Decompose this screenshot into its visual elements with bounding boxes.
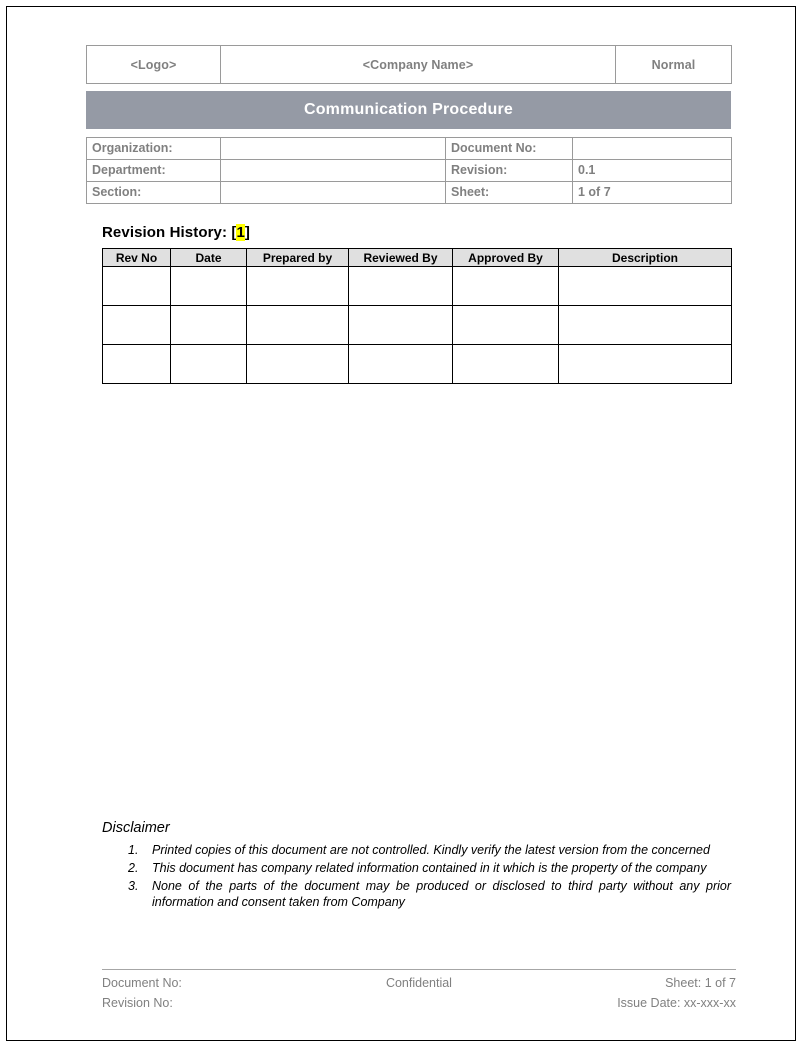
footer-revision-no: Revision No:: [102, 996, 173, 1010]
table-row: [103, 306, 732, 345]
disclaimer-list: [102, 842, 731, 911]
cell-date[interactable]: [171, 345, 247, 384]
col-header-approved-by: Approved By: [453, 249, 559, 267]
organization-label: Organization:: [87, 138, 221, 160]
logo-cell: <Logo>: [87, 46, 221, 84]
cell-description[interactable]: [559, 345, 732, 384]
col-header-description: Description: [559, 249, 732, 267]
document-page: [6, 6, 796, 1041]
disclaimer-title: Disclaimer: [102, 820, 170, 836]
table-row: [103, 267, 732, 306]
table-row: [103, 345, 732, 384]
revision-history-heading-suffix: ]: [244, 224, 250, 241]
col-header-rev-no: Rev No: [103, 249, 171, 267]
info-row: [87, 138, 732, 160]
department-value: [221, 160, 446, 182]
cell-description[interactable]: [559, 267, 732, 306]
footer-divider: [102, 969, 736, 970]
list-item: [102, 842, 731, 859]
cell-prepared-by[interactable]: [247, 267, 349, 306]
list-item-text: This document has company related information contained in it which is the property of the company: [152, 860, 707, 875]
document-title: Communication Procedure: [303, 101, 514, 118]
col-header-date: Date: [171, 249, 247, 267]
info-row: [87, 160, 732, 182]
footer-row-bottom: [102, 996, 736, 1016]
disclaimer-section: [102, 820, 731, 912]
page-content: [86, 45, 731, 384]
document-info-table: [86, 137, 732, 204]
department-label: Department:: [87, 160, 221, 182]
section-value: [221, 182, 446, 204]
list-item-number: 2.: [128, 860, 139, 875]
list-item-text: None of the parts of the document may be produced or disclosed to third party without any prior information and consent taken from Company: [152, 878, 731, 910]
document-no-value: [573, 138, 732, 160]
revision-history-table: [102, 248, 732, 384]
col-header-prepared-by: Prepared by: [247, 249, 349, 267]
cell-reviewed-by[interactable]: [349, 267, 453, 306]
revision-history-head: [103, 249, 732, 267]
cell-description[interactable]: [559, 306, 732, 345]
cell-date[interactable]: [171, 306, 247, 345]
info-row: [87, 182, 732, 204]
list-item-number: 3.: [128, 878, 139, 893]
cell-approved-by[interactable]: [453, 267, 559, 306]
list-item-number: 1.: [128, 843, 139, 857]
organization-value: [221, 138, 446, 160]
cell-approved-by[interactable]: [453, 345, 559, 384]
list-item: [102, 878, 731, 912]
cell-prepared-by[interactable]: [247, 306, 349, 345]
cell-reviewed-by[interactable]: [349, 306, 453, 345]
revision-value: 0.1: [573, 160, 732, 182]
sheet-value: 1 of 7: [573, 182, 732, 204]
footer-confidential: Confidential: [385, 976, 452, 990]
document-header-table: [86, 45, 732, 84]
revision-history-body: [103, 267, 732, 384]
cell-reviewed-by[interactable]: [349, 345, 453, 384]
cell-rev-no[interactable]: [103, 267, 171, 306]
cell-rev-no[interactable]: [103, 306, 171, 345]
classification-cell: Normal: [616, 46, 732, 84]
revision-label: Revision:: [446, 160, 573, 182]
document-title-band: [86, 91, 731, 129]
revision-history-heading-highlight: 1: [236, 224, 245, 241]
col-header-reviewed-by: Reviewed By: [349, 249, 453, 267]
list-item-text: Printed copies of this document are not controlled. Kindly verify the latest version from the concerned: [152, 843, 710, 857]
revision-history-header-row: [103, 249, 732, 267]
document-no-label: Document No:: [446, 138, 573, 160]
revision-history-heading-prefix: Revision History: [: [102, 224, 237, 241]
section-label: Section:: [87, 182, 221, 204]
cell-date[interactable]: [171, 267, 247, 306]
header-row: [87, 46, 732, 84]
company-name-cell: <Company Name>: [221, 46, 616, 84]
page-footer: [102, 969, 736, 1016]
footer-row-top: [102, 976, 736, 996]
cell-rev-no[interactable]: [103, 345, 171, 384]
footer-issue-date: Issue Date: xx-xxx-xx: [617, 996, 736, 1010]
revision-history-heading: [102, 224, 731, 241]
sheet-label: Sheet:: [446, 182, 573, 204]
footer-sheet: Sheet: 1 of 7: [665, 976, 736, 990]
cell-approved-by[interactable]: [453, 306, 559, 345]
footer-document-no: Document No:: [102, 976, 182, 990]
list-item: [102, 860, 731, 877]
cell-prepared-by[interactable]: [247, 345, 349, 384]
